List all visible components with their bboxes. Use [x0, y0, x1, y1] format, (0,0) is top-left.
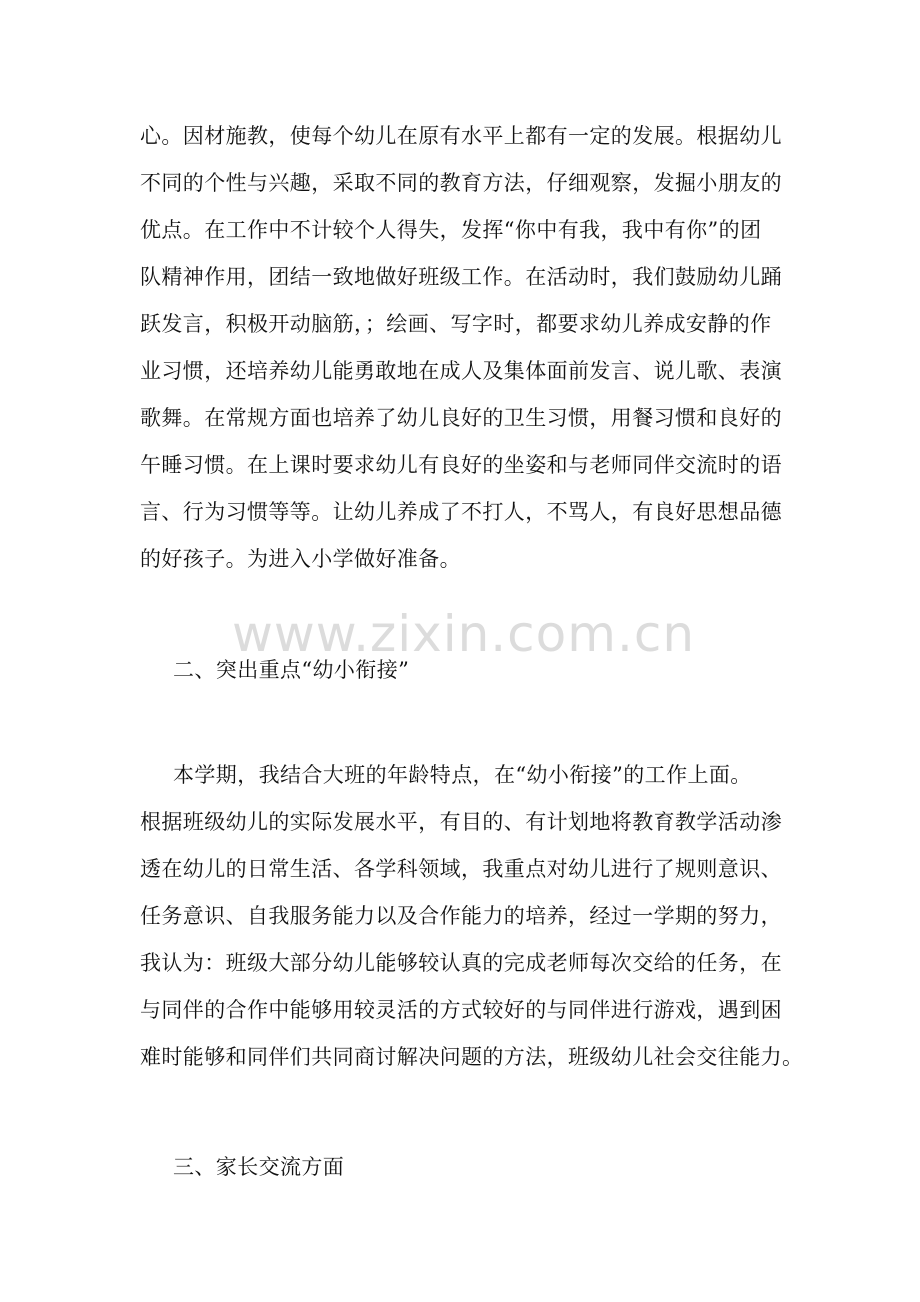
watermark-text: www.zixin.com.cn: [232, 605, 696, 663]
paragraph-line: 根据班级幼儿的实际发展水平，有目的、有计划地将教育教学活动渗: [140, 810, 782, 834]
paragraph-line: 跃发言，积极开动脑筋，；绘画、写字时，都要求幼儿养成安静的作: [140, 312, 772, 336]
paragraph-line: 心。因材施教，使每个幼儿在原有水平上都有一定的发展。根据幼儿: [140, 124, 782, 148]
paragraph-line: 言、行为习惯等等。让幼儿养成了不打人，不骂人，有良好思想品德: [140, 500, 782, 524]
paragraph-line: 歌舞。在常规方面也培养了幼儿良好的卫生习惯，用餐习惯和良好的: [140, 406, 782, 430]
paragraph-line: 的好孩子。为进入小学做好准备。: [140, 547, 461, 571]
paragraph-line: 优点。在工作中不计较个人得失，发挥“你中有我，我中有你”的团: [140, 218, 762, 242]
paragraph-line: 与同伴的合作中能够用较灵活的方式较好的与同伴进行游戏，遇到困: [140, 998, 782, 1022]
paragraph-line: 难时能够和同伴们共同商讨解决问题的方法，班级幼儿社会交往能力。: [140, 1045, 804, 1069]
paragraph-line: 业习惯，还培养幼儿能勇敢地在成人及集体面前发言、说儿歌、表演: [140, 359, 782, 383]
paragraph-line: 任务意识、自我服务能力以及合作能力的培养，经过一学期的努力，: [140, 904, 782, 928]
section-heading-2: 二、突出重点“幼小衔接”: [173, 658, 410, 682]
paragraph-line: 不同的个性与兴趣，采取不同的教育方法，仔细观察，发掘小朋友的: [140, 171, 782, 195]
paragraph-line: 午睡习惯。在上课时要求幼儿有良好的坐姿和与老师同伴交流时的语: [140, 453, 782, 477]
section-heading-3: 三、家长交流方面: [173, 1155, 345, 1179]
paragraph-line: 我认为：班级大部分幼儿能够较认真的完成老师每次交给的任务，在: [140, 951, 782, 975]
paragraph-line: 透在幼儿的日常生活、各学科领域，我重点对幼儿进行了规则意识、: [140, 857, 782, 881]
paragraph-line: 本学期，我结合大班的年龄特点，在“幼小衔接”的工作上面。: [173, 763, 752, 787]
paragraph-line: 队精神作用，团结一致地做好班级工作。在活动时，我们鼓励幼儿踊: [140, 265, 782, 289]
